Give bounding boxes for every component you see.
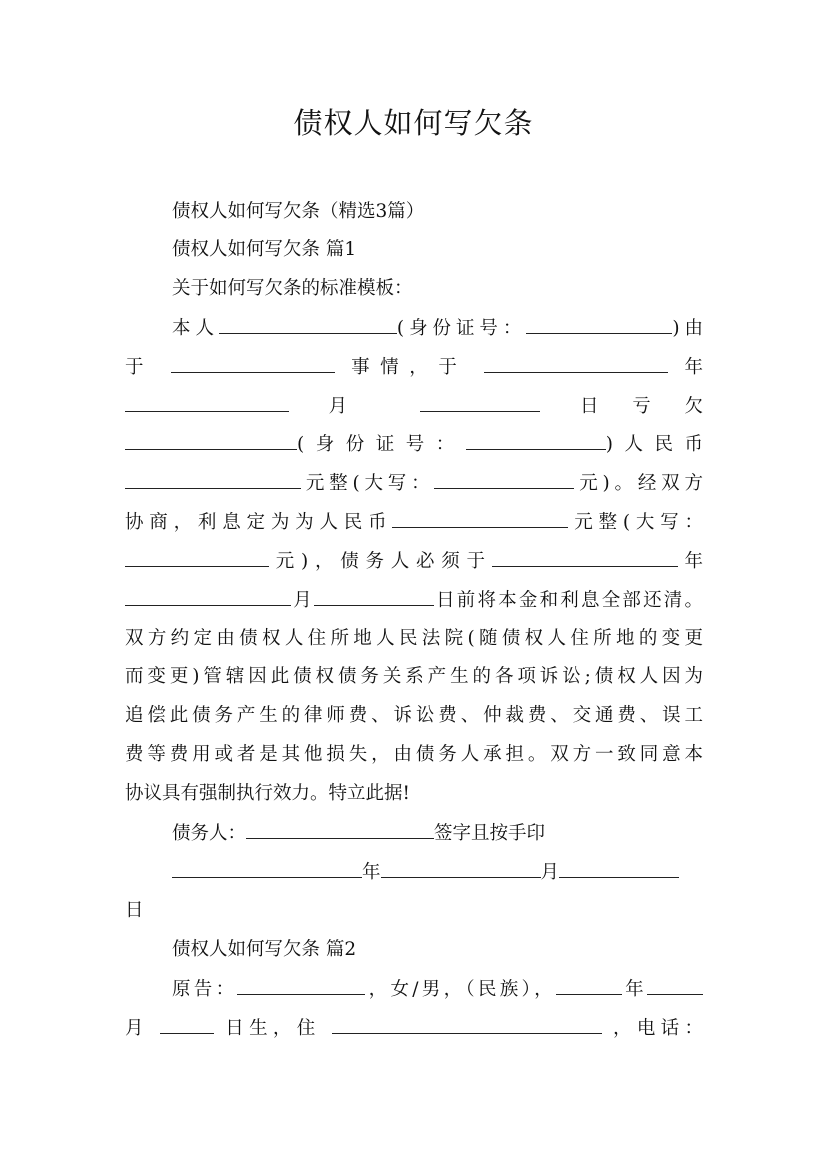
text-segment: 日	[125, 900, 144, 921]
blank-field	[492, 548, 678, 567]
date-line	[172, 859, 703, 886]
text-segment: 日生，住	[225, 1018, 321, 1039]
text-segment: 年	[677, 551, 703, 572]
section-heading-2-text: 债权人如何写欠条 篇2	[172, 939, 357, 960]
plaintiff-line	[172, 976, 703, 1003]
signature-note: 签字且按手印	[434, 823, 546, 844]
blank-field	[125, 470, 301, 489]
text-segment: )人民币	[605, 434, 704, 455]
blank-field	[381, 859, 541, 878]
blank-field	[484, 354, 668, 373]
text-segment: 费等费用或者是其他损失，由债务人承担。双方一致同意本	[125, 744, 703, 765]
paragraph-line	[125, 509, 703, 536]
text-segment: 年	[362, 862, 381, 883]
text-segment: 原告：	[172, 979, 238, 1000]
text-segment: 协议具有强制执行效力。特立此据!	[125, 783, 410, 804]
blank-field	[466, 431, 606, 450]
blank-field	[392, 509, 568, 528]
text-segment: 日亏欠	[580, 396, 703, 417]
text-segment: 元)，债务人必须于	[269, 551, 492, 572]
text-segment: 元)。经双方	[574, 473, 703, 494]
blank-field	[332, 1015, 602, 1034]
text-segment: 月	[125, 1018, 149, 1039]
blank-field	[420, 393, 540, 412]
blank-field	[314, 587, 434, 606]
text-segment: 追偿此债务产生的律师费、诉讼费、仲裁费、交通费、误工	[125, 705, 703, 726]
debtor-signature-line	[172, 820, 703, 847]
section-heading-2	[172, 937, 703, 963]
section-heading-1	[172, 237, 703, 263]
text-segment: 元整(大写：	[301, 473, 435, 494]
paragraph-line	[125, 664, 703, 690]
text-segment: 年	[684, 357, 703, 378]
blank-field	[237, 976, 365, 995]
paragraph-line	[125, 703, 703, 729]
text-segment: 月	[540, 862, 560, 883]
debtor-label: 债务人：	[172, 823, 247, 844]
text-segment: )由	[672, 318, 703, 339]
blank-field	[172, 859, 362, 878]
text-segment: 年	[621, 979, 647, 1000]
blank-field	[160, 1015, 214, 1034]
paragraph-line	[125, 742, 703, 768]
text-segment: (身份证号：	[396, 318, 527, 339]
paragraph-line	[125, 781, 703, 807]
blank-field	[171, 354, 335, 373]
intro-line	[172, 199, 703, 225]
text-segment: 月	[291, 590, 314, 611]
blank-field	[246, 820, 434, 839]
blank-field	[647, 976, 703, 995]
blank-field	[219, 315, 397, 334]
date-line-end	[125, 898, 703, 924]
paragraph-line	[125, 548, 703, 575]
text-segment: 双方约定由债权人住所地人民法院(随债权人住所地的变更	[125, 628, 703, 649]
text-segment: ，电话：	[613, 1018, 703, 1039]
text-segment: 本人	[172, 318, 219, 339]
text-segment: 元整(大写：	[568, 512, 703, 533]
paragraph-line	[125, 626, 703, 652]
text-segment: 于	[125, 357, 155, 378]
template-intro	[172, 276, 703, 302]
document-title: 债权人如何写欠条	[293, 106, 534, 140]
text-segment: ，女/男，（民族），	[365, 979, 556, 1000]
plaintiff-detail-line	[125, 1015, 703, 1042]
paragraph-line	[125, 431, 703, 458]
intro-text: 债权人如何写欠条（精选3篇）	[172, 201, 425, 222]
text-segment: (身份证号：	[297, 434, 466, 455]
blank-field	[125, 587, 291, 606]
paragraph-line	[125, 354, 703, 381]
blank-field	[125, 548, 269, 567]
template-intro-text: 关于如何写欠条的标准模板：	[172, 278, 413, 299]
paragraph-line	[125, 470, 703, 497]
blank-field	[556, 976, 622, 995]
paragraph-line	[125, 393, 703, 420]
text-segment: 日前将本金和利息全部还清。	[433, 590, 703, 611]
text-segment: 事情，于	[351, 357, 468, 378]
text-segment: 而变更)管辖因此债权债务关系产生的各项诉讼;债权人因为	[125, 666, 703, 687]
text-segment: 月	[328, 396, 381, 417]
section-heading-1-text: 债权人如何写欠条 篇1	[172, 239, 357, 260]
paragraph-line	[172, 315, 703, 342]
blank-field	[125, 393, 289, 412]
paragraph-line	[125, 587, 703, 614]
text-segment: 协商，利息定为为人民币	[125, 512, 393, 533]
blank-field	[559, 859, 679, 878]
blank-field	[125, 431, 297, 450]
blank-field	[434, 470, 574, 489]
blank-field	[526, 315, 672, 334]
